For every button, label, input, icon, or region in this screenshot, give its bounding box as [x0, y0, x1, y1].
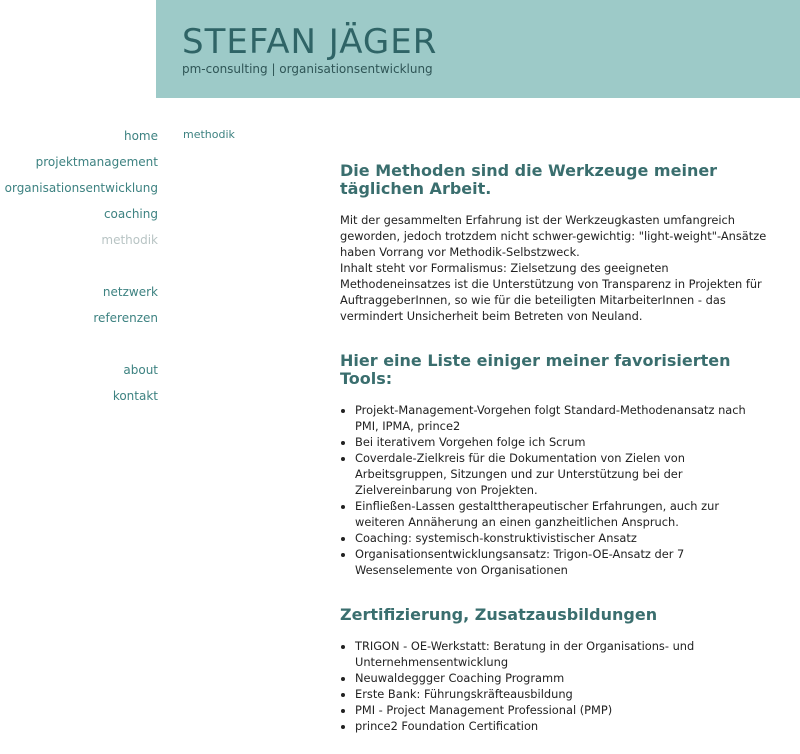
- intro-paragraph-2: Inhalt steht vor Formalismus: Zielsetzung des geeigneten Methodeneinsatzes ist die Unterstützung von Transparenz in Projekten für AuftraggeberInnen, so wie für die beteiligten MitarbeiterInnen - das vermindert Unsicherheit beim Betreten von Neuland.: [340, 261, 762, 323]
- list-item: • Neuwaldeggger Coaching Programm: [355, 670, 770, 686]
- list-item: • Projekt-Management-Vorgehen folgt Standard-Methodenansatz nach PMI, IPMA, prince2: [355, 402, 770, 434]
- heading-methoden: Die Methoden sind die Werkzeuge meiner täglichen Arbeit.: [340, 161, 718, 198]
- list-item: • Erste Bank: Führungskräfteausbildung: [355, 686, 770, 702]
- main-content: [340, 162, 770, 734]
- nav-item-kontakt[interactable]: kontakt: [112, 389, 158, 403]
- list-item: • Coaching: systemisch-konstruktivistischer Ansatz: [355, 530, 770, 546]
- nav-item-projektmanagement[interactable]: projektmanagement: [35, 155, 158, 169]
- nav-item-coaching[interactable]: coaching: [103, 207, 158, 221]
- certifications-list: [340, 638, 770, 734]
- nav-spacer: [0, 334, 158, 360]
- intro-paragraph: Mit der gesammelten Erfahrung ist der Werkzeugkasten umfangreich geworden, jedoch trotzdem nicht schwer-gewichtig: "light-weight"-Ansätze haben Vorrang vor Methodik-Selbstzweck.: [340, 213, 767, 259]
- site-subtitle: pm-consulting | organisationsentwicklung: [182, 62, 433, 76]
- list-item: • Organisationsentwicklungsansatz: Trigon-OE-Ansatz der 7 Wesenselemente von Organisationen: [355, 546, 770, 578]
- main-navigation: [0, 126, 158, 412]
- nav-item-netzwerk[interactable]: netzwerk: [102, 285, 158, 299]
- nav-item-home[interactable]: home: [123, 129, 158, 143]
- nav-item-referenzen[interactable]: referenzen: [93, 311, 158, 325]
- list-item: • Coverdale-Zielkreis für die Dokumentation von Zielen von Arbeitsgruppen, Sitzungen und zur Unterstützung bei der Zielvereinbarung von Projekten.: [355, 450, 770, 498]
- site-header: [156, 0, 800, 98]
- breadcrumb: methodik: [183, 128, 235, 141]
- list-item: • prince2 Foundation Certification: [355, 718, 770, 734]
- nav-item-methodik[interactable]: methodik: [101, 233, 158, 247]
- heading-certifications: Zertifizierung, Zusatzausbildungen: [340, 605, 658, 624]
- nav-item-organisationsentwicklung[interactable]: organisationsentwicklung: [4, 181, 158, 195]
- heading-tools: Hier eine Liste einiger meiner favorisierten Tools:: [340, 351, 731, 388]
- site-title[interactable]: STEFAN JÄGER: [182, 22, 438, 62]
- list-item: • Einfließen-Lassen gestalttherapeutischer Erfahrungen, auch zur weiteren Annäherung an einen ganzheitlichen Anspruch.: [355, 498, 770, 530]
- list-item: • TRIGON - OE-Werkstatt: Beratung in der Organisations- und Unternehmensentwicklung: [355, 638, 770, 670]
- nav-item-about[interactable]: about: [123, 363, 158, 377]
- list-item: • PMI - Project Management Professional (PMP): [355, 702, 770, 718]
- tools-list: [340, 402, 770, 578]
- nav-spacer: [0, 256, 158, 282]
- tools-section: [340, 352, 770, 578]
- list-item: • Bei iterativem Vorgehen folge ich Scrum: [355, 434, 770, 450]
- certifications-section: [340, 606, 770, 734]
